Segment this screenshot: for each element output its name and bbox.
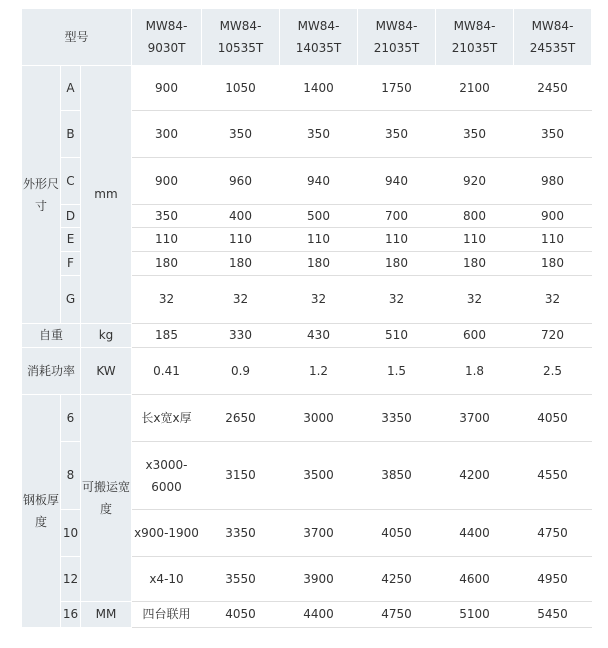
power-value-text: 1.8 xyxy=(464,363,485,378)
model-header-cell xyxy=(436,9,514,66)
dimension-group-label-text: 寸 xyxy=(34,198,47,213)
dimension-code-text: C xyxy=(66,173,75,188)
dimension-value-text: 32 xyxy=(232,292,249,306)
plate-value xyxy=(358,602,436,628)
model-header-cell-text: 21035T xyxy=(373,41,420,55)
dimension-value xyxy=(514,205,592,228)
plate-value xyxy=(358,510,436,557)
plate-value xyxy=(514,395,592,442)
plate-thickness xyxy=(61,510,81,557)
dimension-value xyxy=(202,252,280,276)
model-header-cell xyxy=(358,9,436,66)
dimension-value xyxy=(132,228,202,252)
dimension-value-text: 180 xyxy=(385,256,408,270)
model-header-cell-text: MW84- xyxy=(297,19,340,33)
power-value xyxy=(202,348,280,395)
model-header-cell-text: MW84- xyxy=(531,19,574,33)
table-row xyxy=(22,9,592,66)
dimension-value-text: 960 xyxy=(229,173,252,188)
plate-thickness-text: 16 xyxy=(62,607,79,621)
dimension-value xyxy=(514,158,592,205)
weight-label xyxy=(22,324,81,348)
plate-width-label-text: 可搬运宽 xyxy=(81,480,130,494)
plate-value-text: 4050 xyxy=(381,525,412,540)
weight-value xyxy=(132,324,202,348)
plate-value-text: 3500 xyxy=(303,468,334,482)
dimension-value xyxy=(202,276,280,324)
dimension-code xyxy=(61,111,81,158)
plate-value-text: 4750 xyxy=(537,525,568,540)
dimension-value xyxy=(132,111,202,158)
weight-unit xyxy=(81,324,132,348)
plate-value-text: 3700 xyxy=(459,410,490,425)
dimension-value xyxy=(436,66,514,111)
plate-width-label-text: 度 xyxy=(99,502,112,516)
weight-value-text: 430 xyxy=(307,328,330,342)
dimension-value-text: 1750 xyxy=(381,80,412,95)
plate-width-label xyxy=(81,395,132,602)
dimension-code xyxy=(61,158,81,205)
weight-value-text: 510 xyxy=(385,328,408,342)
plate-value xyxy=(514,602,592,628)
weight-value xyxy=(202,324,280,348)
dimension-value-text: 110 xyxy=(541,232,564,246)
dimension-value-text: 180 xyxy=(463,256,486,270)
dimension-value-text: 32 xyxy=(388,292,405,306)
dimension-value xyxy=(358,66,436,111)
table-row xyxy=(22,66,592,111)
power-value xyxy=(132,348,202,395)
dimension-value-text: 350 xyxy=(541,126,564,141)
dimension-code xyxy=(61,205,81,228)
plate-value xyxy=(202,602,280,628)
dimension-value xyxy=(202,66,280,111)
dimension-value xyxy=(436,252,514,276)
weight-value-text: 185 xyxy=(155,328,178,342)
dimension-code xyxy=(61,66,81,111)
plate-value-text: 5450 xyxy=(537,607,568,621)
plate-spec-text: x900-1900 xyxy=(134,525,199,540)
plate-value-text: 3350 xyxy=(381,410,412,425)
plate-spec-text: x4-10 xyxy=(149,571,184,586)
plate-value-text: 5100 xyxy=(459,607,490,621)
dimension-value xyxy=(436,228,514,252)
dimension-value xyxy=(132,66,202,111)
dimension-value-text: 300 xyxy=(155,126,178,141)
dimension-value xyxy=(132,158,202,205)
plate-value xyxy=(358,442,436,510)
plate-value-text: 3700 xyxy=(303,525,334,540)
plate-value xyxy=(280,510,358,557)
plate-value xyxy=(280,557,358,602)
dimension-value xyxy=(514,66,592,111)
dimension-value xyxy=(202,158,280,205)
dimension-group-label xyxy=(22,66,61,324)
power-value-text: 1.2 xyxy=(308,363,329,378)
dimension-value-text: 900 xyxy=(541,208,564,223)
power-value xyxy=(514,348,592,395)
plate-value xyxy=(436,510,514,557)
dimension-value-text: 110 xyxy=(385,232,408,246)
dimension-value xyxy=(132,205,202,228)
plate-value xyxy=(280,395,358,442)
dimension-value xyxy=(202,228,280,252)
dimension-unit-text: mm xyxy=(94,187,118,201)
plate-group-label-text: 钢板厚 xyxy=(22,493,59,507)
dimension-unit xyxy=(81,66,132,324)
dimension-value-text: 900 xyxy=(155,173,178,188)
model-header-cell-text: 9030T xyxy=(147,41,186,55)
plate-value xyxy=(202,510,280,557)
dimension-value xyxy=(280,276,358,324)
power-label-text: 消耗功率 xyxy=(26,363,75,378)
plate-value-text: 3550 xyxy=(225,571,256,586)
model-header-cell-text: 10535T xyxy=(217,41,264,55)
model-header-cell xyxy=(280,9,358,66)
dimension-code-text: E xyxy=(66,232,75,246)
plate-spec-text: 长x宽x厚 xyxy=(141,410,192,425)
plate-value-text: 3900 xyxy=(303,571,334,586)
dimension-value-text: 2100 xyxy=(459,80,490,95)
dimension-value xyxy=(280,228,358,252)
dimension-value xyxy=(358,252,436,276)
table-row xyxy=(22,395,592,442)
plate-spec xyxy=(132,510,202,557)
model-header-cell xyxy=(132,9,202,66)
model-header-cell-text: MW84- xyxy=(375,19,418,33)
weight-value xyxy=(358,324,436,348)
dimension-value-text: 900 xyxy=(155,80,178,95)
plate-value xyxy=(202,557,280,602)
dimension-code-text: A xyxy=(66,80,75,95)
plate-unit xyxy=(81,602,132,628)
plate-thickness xyxy=(61,602,81,628)
plate-spec-text: 四台联用 xyxy=(142,607,191,621)
plate-group-label xyxy=(22,395,61,628)
plate-value xyxy=(514,442,592,510)
dimension-value xyxy=(280,252,358,276)
dimension-value xyxy=(358,111,436,158)
plate-value xyxy=(358,395,436,442)
plate-value xyxy=(358,557,436,602)
plate-value-text: 4750 xyxy=(381,607,412,621)
dimension-value-text: 2450 xyxy=(537,80,568,95)
power-value-text: 2.5 xyxy=(542,363,563,378)
plate-thickness-text: 8 xyxy=(66,468,75,482)
model-header-cell-text: MW84- xyxy=(145,19,188,33)
table-row xyxy=(22,602,592,628)
power-label xyxy=(22,348,81,395)
spec-table-body xyxy=(22,9,592,628)
plate-spec-text: 6000 xyxy=(151,479,182,494)
dimension-value xyxy=(280,205,358,228)
plate-value-text: 4400 xyxy=(303,607,334,621)
dimension-value xyxy=(280,158,358,205)
weight-unit-text: kg xyxy=(98,328,114,342)
model-header-cell xyxy=(202,9,280,66)
dimension-value-text: 110 xyxy=(229,232,252,246)
model-header-label xyxy=(22,9,132,66)
weight-value-text: 330 xyxy=(229,328,252,342)
dimension-value xyxy=(202,111,280,158)
dimension-value-text: 32 xyxy=(544,292,561,306)
dimension-value xyxy=(358,228,436,252)
plate-value xyxy=(202,442,280,510)
plate-thickness xyxy=(61,395,81,442)
model-header-label-text: 型号 xyxy=(64,29,89,44)
plate-value-text: 4950 xyxy=(537,571,568,586)
dimension-value xyxy=(280,66,358,111)
plate-value-text: 4550 xyxy=(537,468,568,482)
plate-unit-text: MM xyxy=(95,607,117,621)
power-unit xyxy=(81,348,132,395)
plate-value-text: 4400 xyxy=(459,525,490,540)
dimension-value xyxy=(436,205,514,228)
power-value-text: 0.41 xyxy=(153,363,180,378)
dimension-value-text: 350 xyxy=(155,208,178,223)
plate-thickness xyxy=(61,442,81,510)
dimension-value-text: 350 xyxy=(307,126,330,141)
dimension-value-text: 1400 xyxy=(303,80,334,95)
table-row xyxy=(22,348,592,395)
dimension-value-text: 980 xyxy=(541,173,564,188)
plate-value xyxy=(514,510,592,557)
power-value-text: 1.5 xyxy=(386,363,407,378)
plate-spec-text: x3000- xyxy=(145,457,188,472)
plate-thickness-text: 6 xyxy=(66,410,75,425)
dimension-value xyxy=(358,205,436,228)
plate-spec xyxy=(132,557,202,602)
weight-value-text: 720 xyxy=(541,328,564,342)
plate-group-label-text: 度 xyxy=(34,515,47,529)
dimension-value-text: 920 xyxy=(463,173,486,188)
power-value xyxy=(436,348,514,395)
dimension-value-text: 1050 xyxy=(225,80,256,95)
dimension-value xyxy=(436,158,514,205)
dimension-value xyxy=(280,111,358,158)
plate-value xyxy=(436,395,514,442)
power-value-text: 0.9 xyxy=(230,363,251,378)
plate-value xyxy=(436,442,514,510)
plate-thickness-text: 10 xyxy=(62,525,79,540)
plate-value-text: 4250 xyxy=(381,571,412,586)
dimension-value-text: 32 xyxy=(466,292,483,306)
plate-thickness xyxy=(61,557,81,602)
weight-value xyxy=(436,324,514,348)
plate-value-text: 4200 xyxy=(459,468,490,482)
dimension-value-text: 800 xyxy=(463,208,486,223)
plate-value-text: 4050 xyxy=(537,410,568,425)
weight-value xyxy=(280,324,358,348)
plate-value-text: 3000 xyxy=(303,410,334,425)
plate-value-text: 3350 xyxy=(225,525,256,540)
spec-table xyxy=(21,8,592,628)
dimension-value xyxy=(514,228,592,252)
dimension-code xyxy=(61,252,81,276)
model-header-cell xyxy=(514,9,592,66)
plate-spec xyxy=(132,395,202,442)
dimension-value-text: 110 xyxy=(307,232,330,246)
dimension-code xyxy=(61,276,81,324)
plate-thickness-text: 12 xyxy=(62,571,79,586)
dimension-value xyxy=(436,111,514,158)
plate-value xyxy=(280,602,358,628)
plate-spec xyxy=(132,602,202,628)
dimension-value-text: 180 xyxy=(155,256,178,270)
plate-value xyxy=(280,442,358,510)
dimension-value xyxy=(436,276,514,324)
dimension-value-text: 940 xyxy=(385,173,408,188)
table-row xyxy=(22,324,592,348)
dimension-value-text: 940 xyxy=(307,173,330,188)
plate-value-text: 3150 xyxy=(225,468,256,482)
model-header-cell-text: MW84- xyxy=(453,19,496,33)
dimension-code xyxy=(61,228,81,252)
dimension-value xyxy=(514,276,592,324)
dimension-value xyxy=(358,158,436,205)
dimension-code-text: G xyxy=(65,292,76,306)
dimension-value-text: 32 xyxy=(310,292,327,306)
dimension-value-text: 350 xyxy=(229,126,252,141)
power-value xyxy=(280,348,358,395)
weight-value xyxy=(514,324,592,348)
plate-value xyxy=(436,557,514,602)
dimension-value xyxy=(202,205,280,228)
weight-label-text: 自重 xyxy=(38,328,63,342)
plate-spec xyxy=(132,442,202,510)
model-header-cell-text: 24535T xyxy=(529,41,576,55)
plate-value-text: 3850 xyxy=(381,468,412,482)
model-header-cell-text: MW84- xyxy=(219,19,262,33)
plate-value-text: 4050 xyxy=(225,607,256,621)
model-header-cell-text: 14035T xyxy=(295,41,342,55)
power-value xyxy=(358,348,436,395)
plate-value-text: 4600 xyxy=(459,571,490,586)
dimension-value-text: 180 xyxy=(307,256,330,270)
plate-value xyxy=(436,602,514,628)
dimension-code-text: F xyxy=(67,256,74,270)
dimension-value xyxy=(514,111,592,158)
dimension-value-text: 700 xyxy=(385,208,408,223)
dimension-value-text: 110 xyxy=(155,232,178,246)
dimension-code-text: B xyxy=(66,126,75,141)
dimension-value xyxy=(132,252,202,276)
weight-value-text: 600 xyxy=(463,328,486,342)
dimension-value-text: 180 xyxy=(229,256,252,270)
dimension-value-text: 400 xyxy=(229,208,252,223)
dimension-value-text: 110 xyxy=(463,232,486,246)
dimension-value xyxy=(358,276,436,324)
plate-value-text: 2650 xyxy=(225,410,256,425)
dimension-value-text: 500 xyxy=(307,208,330,223)
dimension-code-text: D xyxy=(65,208,76,223)
plate-value xyxy=(514,557,592,602)
plate-value xyxy=(202,395,280,442)
dimension-value xyxy=(132,276,202,324)
model-header-cell-text: 21035T xyxy=(451,41,498,55)
dimension-value xyxy=(514,252,592,276)
dimension-value-text: 32 xyxy=(158,292,175,306)
dimension-value-text: 180 xyxy=(541,256,564,270)
dimension-value-text: 350 xyxy=(463,126,486,141)
power-unit-text: KW xyxy=(96,363,116,378)
dimension-group-label-text: 外形尺 xyxy=(22,176,59,191)
dimension-value-text: 350 xyxy=(385,126,408,141)
